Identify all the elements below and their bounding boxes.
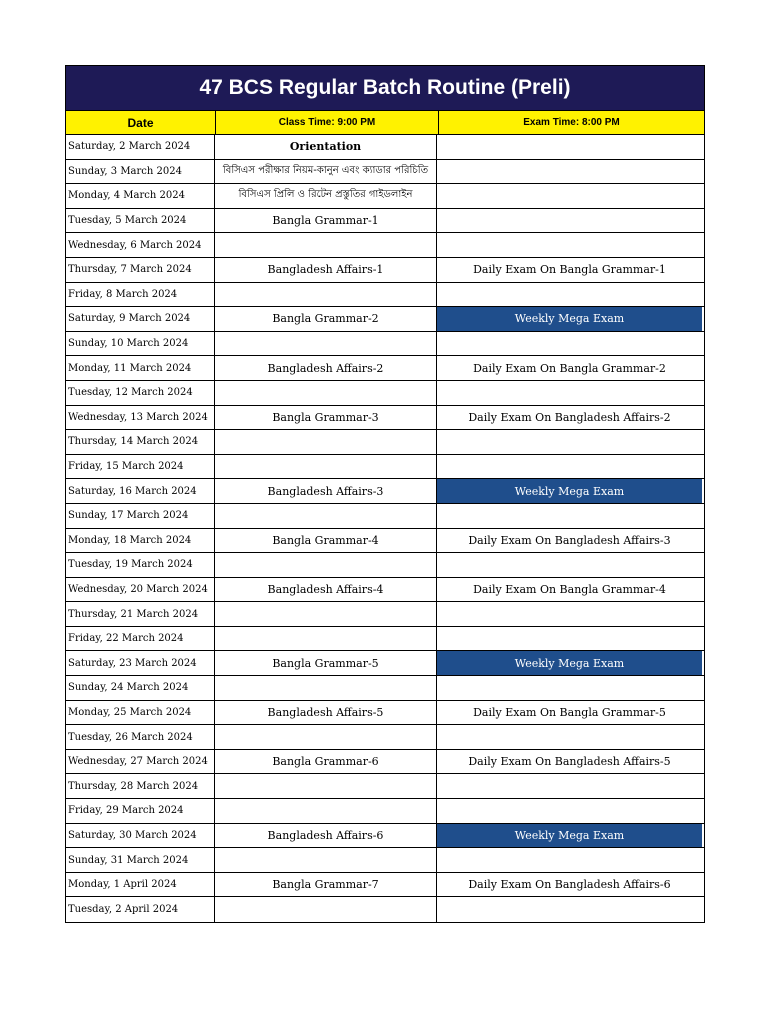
row-exam: [437, 504, 702, 528]
table-row: [66, 283, 704, 308]
row-class-topic: [215, 602, 437, 626]
row-date: Wednesday, 6 March 2024: [66, 233, 215, 257]
table-row: [66, 701, 704, 726]
row-date: Tuesday, 19 March 2024: [66, 553, 215, 577]
table-row: [66, 799, 704, 824]
row-weekly-mega-exam: Weekly Mega Exam: [437, 307, 702, 331]
table-row: [66, 750, 704, 775]
row-exam: [437, 381, 702, 405]
row-date: Thursday, 28 March 2024: [66, 774, 215, 798]
row-class-topic: Bangladesh Affairs-4: [215, 578, 437, 602]
row-exam: [437, 233, 702, 257]
row-date: Wednesday, 27 March 2024: [66, 750, 215, 774]
row-weekly-mega-exam: Weekly Mega Exam: [437, 824, 702, 848]
row-date: Thursday, 21 March 2024: [66, 602, 215, 626]
table-row: [66, 381, 704, 406]
row-exam: [437, 553, 702, 577]
row-exam: Daily Exam On Bangla Grammar-5: [473, 705, 666, 719]
row-date: Monday, 1 April 2024: [66, 873, 215, 897]
row-class-topic: [215, 553, 437, 577]
table-row: [66, 725, 704, 750]
row-date: Saturday, 30 March 2024: [66, 824, 215, 848]
table-row: [66, 529, 704, 554]
row-date: Saturday, 16 March 2024: [66, 479, 215, 503]
row-class-topic: [215, 283, 437, 307]
table-row: [66, 233, 704, 258]
row-exam: [437, 627, 702, 651]
row-date: Sunday, 10 March 2024: [66, 332, 215, 356]
table-row: [66, 209, 704, 234]
table-row: [66, 135, 704, 160]
row-class-topic: Bangla Grammar-2: [215, 307, 437, 331]
row-exam: Daily Exam On Bangladesh Affairs-2: [468, 410, 671, 424]
row-class-topic: [215, 848, 437, 872]
table-row: [66, 676, 704, 701]
row-class-topic: Bangla Grammar-3: [215, 406, 437, 430]
table-row: [66, 160, 704, 185]
row-exam: [437, 848, 702, 872]
row-date: Sunday, 3 March 2024: [66, 160, 215, 184]
row-class-topic: Bangladesh Affairs-3: [215, 479, 437, 503]
row-date: Wednesday, 20 March 2024: [66, 578, 215, 602]
row-class-topic: Bangla Grammar-5: [215, 651, 437, 675]
row-date: Thursday, 14 March 2024: [66, 430, 215, 454]
row-date: Saturday, 2 March 2024: [66, 135, 215, 159]
table-row: [66, 479, 704, 504]
row-class-topic: [215, 725, 437, 749]
table-row: [66, 873, 704, 898]
row-exam: [437, 676, 702, 700]
row-class-topic: Bangladesh Affairs-6: [215, 824, 437, 848]
table-row: [66, 504, 704, 529]
table-row: [66, 824, 704, 849]
table-row: [66, 307, 704, 332]
row-exam: Daily Exam On Bangladesh Affairs-6: [468, 878, 671, 892]
table-row: [66, 774, 704, 799]
row-exam: [437, 430, 702, 454]
header-class-time: Class Time: 9:00 PM: [216, 111, 439, 134]
row-class-topic: [215, 774, 437, 798]
row-weekly-mega-exam: Weekly Mega Exam: [437, 479, 702, 503]
table-row: [66, 848, 704, 873]
row-exam: [437, 135, 702, 159]
row-exam: [437, 184, 702, 208]
row-class-topic: [215, 455, 437, 479]
routine-body: [66, 135, 704, 922]
header-row: [66, 111, 704, 135]
row-class-topic: Bangla Grammar-1: [215, 209, 437, 233]
row-class-topic: [215, 627, 437, 651]
row-date: Friday, 29 March 2024: [66, 799, 215, 823]
table-row: [66, 602, 704, 627]
routine-table: [65, 65, 705, 923]
row-class-topic: [215, 799, 437, 823]
table-row: [66, 578, 704, 603]
table-row: [66, 184, 704, 209]
table-row: [66, 897, 704, 922]
row-class-topic: [215, 381, 437, 405]
row-exam: Daily Exam On Bangladesh Affairs-3: [468, 533, 671, 547]
table-row: [66, 406, 704, 431]
row-date: Tuesday, 12 March 2024: [66, 381, 215, 405]
row-exam: [437, 160, 702, 184]
row-exam: [437, 602, 702, 626]
row-exam: Daily Exam On Bangla Grammar-4: [473, 582, 666, 596]
row-date: Sunday, 17 March 2024: [66, 504, 215, 528]
row-exam: [437, 332, 702, 356]
row-date: Monday, 11 March 2024: [66, 356, 215, 380]
row-exam: Daily Exam On Bangladesh Affairs-5: [468, 755, 671, 769]
row-date: Tuesday, 2 April 2024: [66, 897, 215, 922]
row-date: Saturday, 23 March 2024: [66, 651, 215, 675]
table-row: [66, 455, 704, 480]
row-class-topic: Bangla Grammar-7: [215, 873, 437, 897]
row-date: Monday, 18 March 2024: [66, 529, 215, 553]
row-exam: [437, 725, 702, 749]
row-date: Sunday, 24 March 2024: [66, 676, 215, 700]
table-row: [66, 258, 704, 283]
row-weekly-mega-exam: Weekly Mega Exam: [437, 651, 702, 675]
row-class-topic: Bangladesh Affairs-2: [215, 356, 437, 380]
row-class-topic: বিসিএস পরীক্ষার নিয়ম-কানুন এবং ক্যাডার পরিচিতি: [215, 160, 437, 184]
row-date: Sunday, 31 March 2024: [66, 848, 215, 872]
table-row: [66, 430, 704, 455]
row-date: Friday, 15 March 2024: [66, 455, 215, 479]
table-row: [66, 356, 704, 381]
routine-title: 47 BCS Regular Batch Routine (Preli): [66, 66, 704, 111]
row-class-topic: Orientation: [215, 135, 437, 159]
table-row: [66, 332, 704, 357]
row-date: Monday, 4 March 2024: [66, 184, 215, 208]
row-class-topic: Bangladesh Affairs-1: [215, 258, 437, 282]
row-date: Saturday, 9 March 2024: [66, 307, 215, 331]
table-row: [66, 627, 704, 652]
row-class-topic: বিসিএস প্রিলি ও রিটেন প্রস্তুতির গাইডলাইন: [215, 184, 437, 208]
row-class-topic: [215, 897, 437, 922]
row-date: Wednesday, 13 March 2024: [66, 406, 215, 430]
row-class-topic: Bangladesh Affairs-5: [215, 701, 437, 725]
row-exam: Daily Exam On Bangla Grammar-2: [473, 361, 666, 375]
table-row: [66, 651, 704, 676]
row-exam: Daily Exam On Bangla Grammar-1: [473, 263, 666, 277]
row-class-topic: [215, 430, 437, 454]
row-date: Monday, 25 March 2024: [66, 701, 215, 725]
row-exam: [437, 209, 702, 233]
row-class-topic: [215, 504, 437, 528]
row-class-topic: Bangla Grammar-6: [215, 750, 437, 774]
table-row: [66, 553, 704, 578]
row-date: Thursday, 7 March 2024: [66, 258, 215, 282]
row-date: Tuesday, 5 March 2024: [66, 209, 215, 233]
row-date: Friday, 22 March 2024: [66, 627, 215, 651]
row-date: Friday, 8 March 2024: [66, 283, 215, 307]
row-class-topic: Bangla Grammar-4: [215, 529, 437, 553]
header-exam-time: Exam Time: 8:00 PM: [523, 117, 620, 128]
row-class-topic: [215, 332, 437, 356]
row-exam: [437, 799, 702, 823]
row-class-topic: [215, 676, 437, 700]
row-exam: [437, 897, 702, 922]
row-date: Tuesday, 26 March 2024: [66, 725, 215, 749]
row-class-topic: [215, 233, 437, 257]
row-exam: [437, 455, 702, 479]
row-exam: [437, 774, 702, 798]
header-date: Date: [66, 111, 216, 134]
row-exam: [437, 283, 702, 307]
